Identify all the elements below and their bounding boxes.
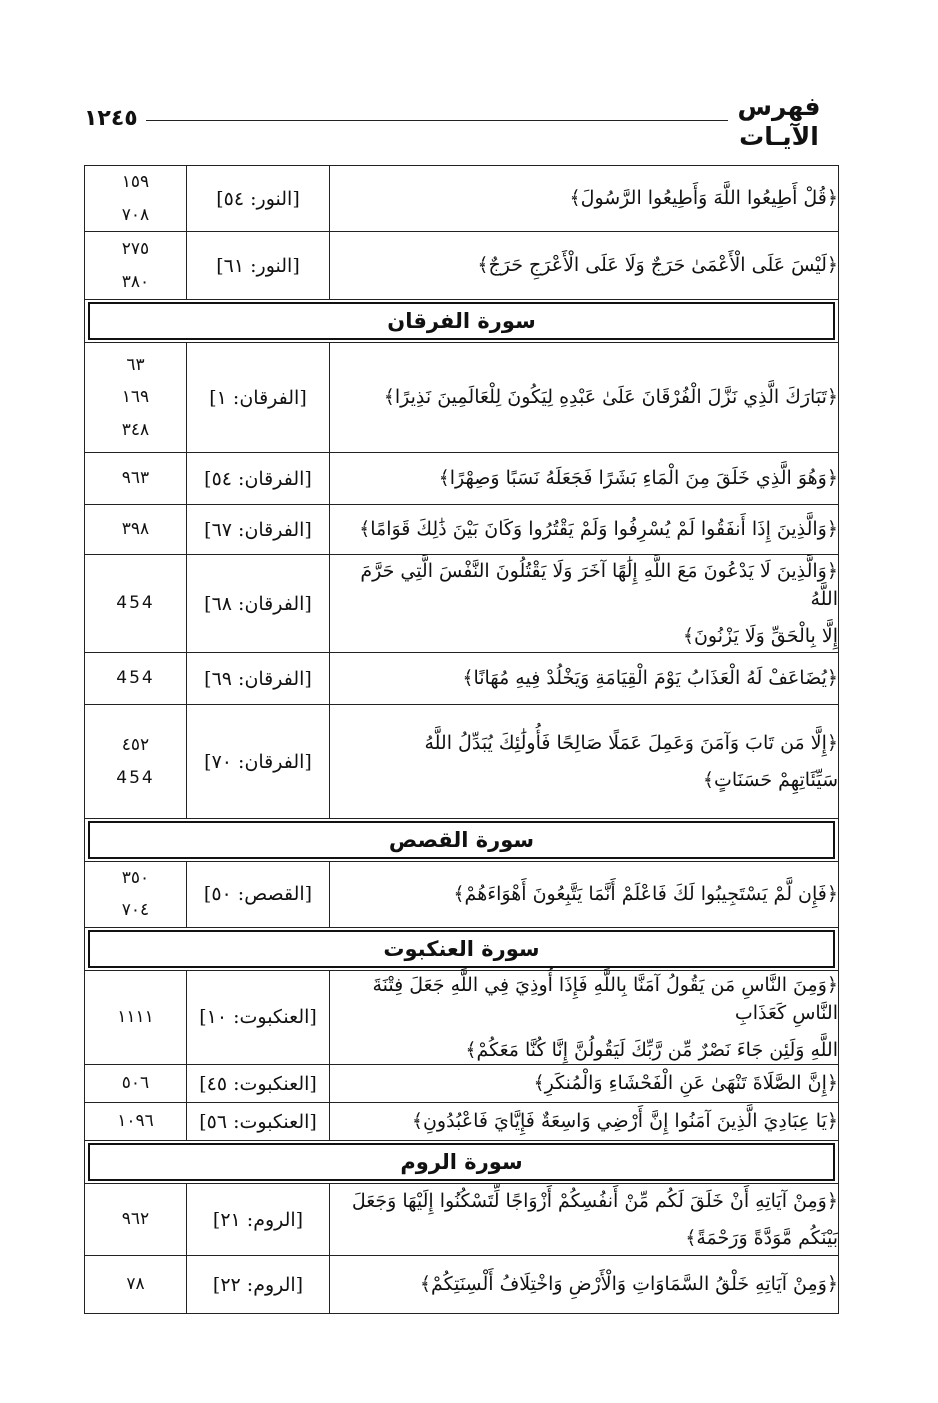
page-number-entry: ٧٨: [126, 1274, 145, 1295]
verse-text-cell: [330, 1103, 839, 1141]
page-numbers-cell: [85, 1256, 187, 1314]
page-number-entry: ١١١١: [117, 1007, 154, 1028]
verse-reference: [الفرقان: ١]: [187, 343, 330, 453]
verse-text-line: ﴿وَمِنْ آيَاتِهِ أَنْ خَلَقَ لَكُم مِّنْ أَنفُسِكُمْ أَزْوَاجًا لِّتَسْكُنُوا إِلَيْهَا وَجَعَلَ: [351, 1190, 838, 1213]
verse-reference: [العنكبوت: ٤٥]: [187, 1065, 330, 1103]
page-number: ١٢٤٥: [84, 106, 138, 131]
page-number-entry: 454: [116, 668, 155, 689]
surah-heading: سورة الروم: [88, 1143, 835, 1181]
index-title: [734, 92, 824, 152]
verse-text-line: ﴿فَإِن لَّمْ يَسْتَجِيبُوا لَكَ فَاعْلَمْ أَنَّمَا يَتَّبِعُونَ أَهْوَاءَهُمْ﴾: [453, 883, 838, 906]
page-numbers-cell: [85, 1065, 187, 1103]
surah-heading: سورة العنكبوت: [88, 930, 835, 968]
page-numbers-cell: [85, 343, 187, 453]
page-number-entry: 454: [116, 767, 155, 788]
verse-reference: [الروم: ٢١]: [187, 1184, 330, 1256]
verse-index-table: [84, 165, 839, 1314]
verse-row: [85, 1103, 839, 1141]
page-number-entry: ٦٣: [126, 355, 145, 376]
page-number-entry: ٣٩٨: [121, 519, 150, 540]
verse-row: [85, 555, 839, 653]
verse-row: [85, 505, 839, 555]
surah-heading-cell: [85, 1141, 839, 1184]
verse-text-line: ﴿وَالَّذِينَ إِذَا أَنفَقُوا لَمْ يُسْرِفُوا وَلَمْ يَقْتُرُوا وَكَانَ بَيْنَ ذَٰلِكَ قَوَامًا﴾: [359, 518, 838, 541]
verse-text-cell: [330, 1065, 839, 1103]
verse-text-cell: [330, 453, 839, 505]
verse-text-line: اللَّهِ وَلَئِن جَاءَ نَصْرٌ مِّن رَّبِّكَ لَيَقُولُنَّ إِنَّا كُنَّا مَعَكُمْ﴾: [465, 1038, 838, 1061]
surah-heading-cell: [85, 927, 839, 970]
verse-text-line: ﴿وَمِنْ آيَاتِهِ خَلْقُ السَّمَاوَاتِ وَالْأَرْضِ وَاخْتِلَافُ أَلْسِنَتِكُمْ﴾: [419, 1273, 838, 1296]
verse-text-cell: [330, 343, 839, 453]
verse-reference: [النور: ٥٤]: [187, 166, 330, 232]
verse-text-cell: [330, 862, 839, 928]
page-numbers-cell: [85, 653, 187, 705]
verse-reference: [الفرقان: ٦٨]: [187, 555, 330, 653]
page-number-entry: ١٠٩٦: [117, 1111, 154, 1132]
verse-row: [85, 1184, 839, 1256]
page-number-entry: ٩٦٢: [121, 1209, 150, 1230]
verse-row: [85, 232, 839, 300]
verse-reference: [الفرقان: ٦٩]: [187, 653, 330, 705]
verse-row: [85, 453, 839, 505]
surah-heading: سورة الفرقان: [88, 302, 835, 340]
verse-row: [85, 1065, 839, 1103]
surah-heading-row: [85, 819, 839, 862]
verse-text-cell: [330, 555, 839, 653]
verse-text-line: ﴿يُضَاعَفْ لَهُ الْعَذَابُ يَوْمَ الْقِيَامَةِ وَيَخْلُدْ فِيهِ مُهَانًا﴾: [462, 667, 838, 690]
page-number-entry: ١٦٩: [121, 387, 150, 408]
verse-reference: [الفرقان: ٥٤]: [187, 453, 330, 505]
page-number-entry: ٧٠٨: [121, 204, 150, 225]
verse-text-line: ﴿قُلْ أَطِيعُوا اللَّهَ وَأَطِيعُوا الرَّسُولَ﴾: [569, 187, 838, 210]
page-numbers-cell: [85, 705, 187, 819]
verse-text-line: سَيِّئَاتِهِمْ حَسَنَاتٍ﴾: [702, 768, 838, 791]
verse-reference: [العنكبوت: ١٠]: [187, 970, 330, 1065]
verse-row: [85, 1256, 839, 1314]
page-number-entry: ١٥٩: [121, 172, 150, 193]
page-number-entry: ٩٦٣: [121, 468, 150, 489]
verse-text-line: بَيْنَكُم مَّوَدَّةً وَرَحْمَةً﴾: [685, 1226, 838, 1249]
verse-text-cell: [330, 232, 839, 300]
page-number-entry: ٧٠٤: [121, 900, 150, 921]
verse-row: [85, 705, 839, 819]
verse-row: [85, 166, 839, 232]
page-number-entry: ٣٨٠: [121, 271, 150, 292]
surah-heading-row: [85, 927, 839, 970]
verse-text-line: إِلَّا بِالْحَقِّ وَلَا يَزْنُونَ﴾: [682, 624, 838, 647]
verse-text-line: ﴿إِلَّا مَن تَابَ وَآمَنَ وَعَمِلَ عَمَلًا صَالِحًا فَأُولَٰئِكَ يُبَدِّلُ اللَّهُ: [424, 732, 838, 754]
verse-text-cell: [330, 653, 839, 705]
verse-reference: [الفرقان: ٧٠]: [187, 705, 330, 819]
page-numbers-cell: [85, 555, 187, 653]
verse-text-line: ﴿تَبَارَكَ الَّذِي نَزَّلَ الْفُرْقَانَ عَلَىٰ عَبْدِهِ لِيَكُونَ لِلْعَالَمِينَ نَذِيرًا﴾: [383, 386, 838, 409]
index-title-line1: فهرس: [737, 92, 821, 121]
page-number-entry: ٥٠٦: [121, 1073, 150, 1094]
page-numbers-cell: [85, 1184, 187, 1256]
verse-text-line: ﴿وَمِنَ النَّاسِ مَن يَقُولُ آمَنَّا بِاللَّهِ فَإِذَا أُوذِيَ فِي اللَّهِ جَعَلَ فِتْنَةَ النَّاسِ كَعَذَابِ: [372, 973, 838, 1025]
verse-text-cell: [330, 166, 839, 232]
verse-text-line: ﴿وَهُوَ الَّذِي خَلَقَ مِنَ الْمَاءِ بَشَرًا فَجَعَلَهُ نَسَبًا وَصِهْرًا﴾: [438, 467, 838, 490]
page-number-entry: ٣٥٠: [121, 868, 150, 888]
verse-reference: [الفرقان: ٦٧]: [187, 505, 330, 555]
surah-heading-cell: [85, 300, 839, 343]
surah-heading-row: [85, 300, 839, 343]
verse-row: [85, 970, 839, 1065]
page-numbers-cell: [85, 453, 187, 505]
verse-reference: [الروم: ٢٢]: [187, 1256, 330, 1314]
verse-text-line: ﴿وَالَّذِينَ لَا يَدْعُونَ مَعَ اللَّهِ إِلَٰهًا آخَرَ وَلَا يَقْتُلُونَ النَّفْسَ الَّتِي حَرَّمَ اللَّهُ: [360, 559, 838, 611]
verse-reference: [العنكبوت: ٥٦]: [187, 1103, 330, 1141]
page-number-entry: 454: [116, 593, 155, 614]
header-rule: [146, 120, 728, 121]
verse-row: [85, 862, 839, 928]
surah-heading-cell: [85, 819, 839, 862]
verse-text-cell: [330, 970, 839, 1065]
surah-heading: سورة القصص: [88, 821, 835, 859]
verse-text-line: ﴿إِنَّ الصَّلَاةَ تَنْهَىٰ عَنِ الْفَحْشَاءِ وَالْمُنكَرِ﴾: [533, 1072, 838, 1095]
page-numbers-cell: [85, 505, 187, 555]
verse-text-line: ﴿يَا عِبَادِيَ الَّذِينَ آمَنُوا إِنَّ أَرْضِي وَاسِعَةٌ فَإِيَّايَ فَاعْبُدُونِ﴾: [411, 1110, 838, 1133]
page-numbers-cell: [85, 862, 187, 928]
verse-row: [85, 653, 839, 705]
page-numbers-cell: [85, 232, 187, 300]
page-numbers-cell: [85, 1103, 187, 1141]
verse-text-cell: [330, 1256, 839, 1314]
verse-text-cell: [330, 505, 839, 555]
index-title-line2: الآيـات: [739, 122, 819, 151]
surah-heading-row: [85, 1141, 839, 1184]
verse-reference: [القصص: ٥٠]: [187, 862, 330, 928]
page-number-entry: ٢٧٥: [121, 239, 150, 260]
verse-text-line: ﴿لَيْسَ عَلَى الْأَعْمَىٰ حَرَجٌ وَلَا عَلَى الْأَعْرَجِ حَرَجٌ﴾: [477, 254, 838, 277]
page-header: [84, 92, 824, 152]
page-number-entry: ٤٥٢: [121, 735, 150, 756]
verse-reference: [النور: ٦١]: [187, 232, 330, 300]
page-numbers-cell: [85, 970, 187, 1065]
verse-row: [85, 343, 839, 453]
page-numbers-cell: [85, 166, 187, 232]
verse-index-body: [85, 166, 839, 1314]
verse-text-cell: [330, 1184, 839, 1256]
verse-text-cell: [330, 705, 839, 819]
page-number-entry: ٣٤٨: [121, 419, 150, 440]
